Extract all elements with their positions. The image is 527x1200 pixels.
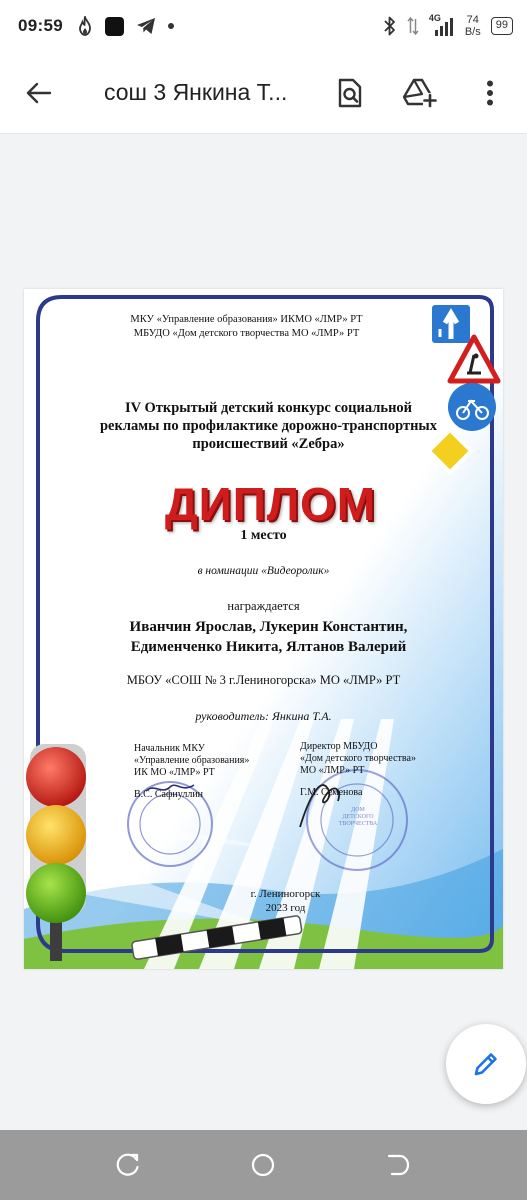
- home-circle-icon: [250, 1152, 276, 1178]
- nomination: в номинации «Видеоролик»: [197, 565, 330, 577]
- add-to-drive-icon: [403, 78, 437, 108]
- notification-icons: [77, 16, 174, 36]
- sig-right-line-1: Директор МБУДО: [300, 741, 378, 752]
- speed-unit: B/s: [464, 26, 481, 38]
- more-vert-icon: [486, 80, 494, 106]
- winners-names: [24, 617, 503, 657]
- home-button[interactable]: [243, 1145, 283, 1185]
- app-notification-icon: [105, 17, 124, 36]
- back-button[interactable]: [16, 70, 62, 116]
- battery-indicator: 99: [491, 17, 513, 35]
- back-nav-icon: [386, 1152, 412, 1178]
- document-title: сош 3 Янкина Т...: [104, 79, 288, 105]
- status-right: [383, 14, 513, 38]
- system-navigation-bar: [0, 1130, 527, 1200]
- more-notifications-dot: [168, 23, 174, 29]
- document-page[interactable]: [24, 289, 503, 969]
- sig-left-name: В.С. Сафиуллин: [134, 789, 204, 800]
- sig-right-line-3: МО «ЛМР» РТ: [300, 765, 365, 776]
- names-line-2: Едименченко Никита, Ялтанов Валерий: [130, 639, 407, 655]
- recents-button[interactable]: [108, 1145, 148, 1185]
- network-type: 4G: [428, 13, 441, 23]
- signal-icon: [429, 15, 455, 37]
- find-in-document-button[interactable]: [327, 70, 373, 116]
- pencil-icon: [472, 1050, 500, 1078]
- more-options-button[interactable]: [467, 70, 513, 116]
- names-line-1: Иванчин Ярослав, Лукерин Константин,: [129, 619, 408, 635]
- edit-fab-button[interactable]: [446, 1024, 526, 1104]
- stamp-right-text: ДОМ ДЕТСКОГО ТВОРЧЕСТВА: [338, 807, 378, 827]
- contest-line-3: происшествий «Zебра»: [192, 436, 345, 452]
- recents-icon: [115, 1152, 141, 1178]
- signature-right: [300, 741, 416, 799]
- organizer-line-2: МБУДО «Дом детского творчества МО «ЛМР» РТ: [133, 328, 360, 339]
- city-year: [24, 887, 503, 915]
- organizer-line-1: МКУ «Управление образования» ИКМО «ЛМР» РТ: [130, 314, 363, 325]
- contest-title: [24, 399, 503, 453]
- speed-value: 74: [466, 14, 479, 26]
- app-bar-actions: [327, 70, 513, 116]
- status-time: 09:59: [18, 16, 63, 35]
- sig-left-line-3: ИК МО «ЛМР» РТ: [134, 767, 215, 778]
- signature-left: [134, 743, 249, 801]
- contest-line-1: IV Открытый детский конкурс социальной: [124, 400, 413, 416]
- organizers: [24, 313, 503, 341]
- telegram-icon: [136, 17, 156, 35]
- place-awarded: 1 место: [240, 528, 287, 543]
- sig-right-line-2: «Дом детского творчества»: [300, 753, 416, 764]
- network-speed: [465, 14, 481, 38]
- sig-left-line-1: Начальник МКУ: [134, 743, 205, 754]
- back-nav-button[interactable]: [379, 1145, 419, 1185]
- status-bar: [0, 0, 527, 52]
- awarded-label: награждается: [227, 599, 300, 613]
- data-transfer-icon: [407, 15, 419, 37]
- school-name: МБОУ «СОШ № 3 г.Лениногорска» МО «ЛМР» РТ: [126, 673, 401, 687]
- contest-line-2: рекламы по профилактике дорожно-транспортных: [99, 418, 438, 434]
- supervisor: руководитель: Янкина Т.А.: [195, 709, 332, 723]
- diploma-heading: ДИПЛОМ: [164, 478, 377, 530]
- fire-icon: [77, 16, 93, 36]
- arrow-back-icon: [26, 81, 52, 105]
- app-bar: [0, 52, 527, 134]
- sig-right-name: Г.М. Семенова: [300, 787, 363, 798]
- city: г. Лениногорск: [250, 888, 321, 900]
- add-to-drive-button[interactable]: [397, 70, 443, 116]
- sig-left-line-2: «Управление образования»: [134, 755, 250, 766]
- bluetooth-icon: [383, 15, 397, 37]
- year: 2023 год: [265, 902, 306, 914]
- document-search-icon: [337, 78, 363, 108]
